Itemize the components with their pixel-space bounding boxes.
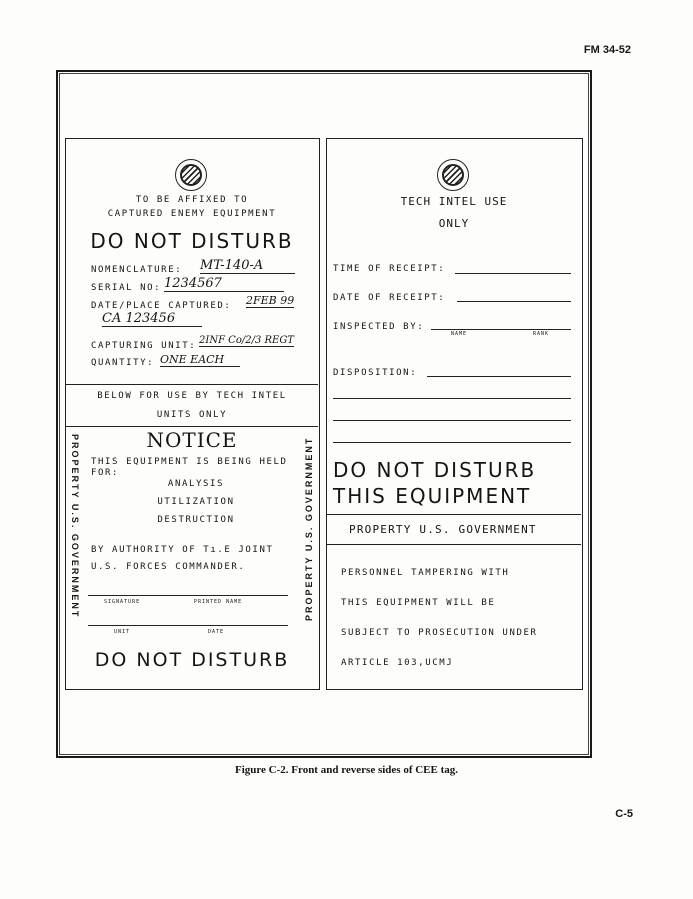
capturing-unit-value: 2INF Co/2/3 REGT xyxy=(199,335,294,346)
tamper-line-2: THIS EQUIPMENT WILL BE xyxy=(341,598,496,608)
rank-label: RANK xyxy=(533,331,550,337)
nomenclature-value: MT-140-A xyxy=(200,258,295,274)
notice-heading: NOTICE xyxy=(146,428,238,452)
dnd-equipment-line-2: THIS EQUIPMENT xyxy=(333,484,532,508)
capturing-unit-label: CAPTURING UNIT: xyxy=(91,341,197,351)
page-number: C-5 xyxy=(615,808,633,820)
place-captured-value: CA 123456 xyxy=(102,311,202,327)
unit-label: UNIT xyxy=(114,629,131,635)
time-of-receipt-label: TIME OF RECEIPT: xyxy=(333,264,446,274)
quantity-value: ONE EACH xyxy=(160,353,240,367)
seal-icon xyxy=(437,159,469,191)
date-place-label: DATE/PLACE CAPTURED: xyxy=(91,301,232,311)
tamper-line-3: SUBJECT TO PROSECUTION UNDER xyxy=(341,628,538,638)
disposition-line-2[interactable] xyxy=(333,398,571,399)
affix-line-2: CAPTURED ENEMY EQUIPMENT xyxy=(107,209,277,219)
disposition-line-1[interactable] xyxy=(427,376,571,377)
inspected-by-label: INSPECTED BY: xyxy=(333,322,425,332)
purpose-analysis: ANALYSIS xyxy=(167,479,225,489)
front-divider-1 xyxy=(66,384,318,385)
date-label: DATE xyxy=(208,629,225,635)
seal-icon xyxy=(175,159,207,191)
date-of-receipt-label: DATE OF RECEIPT: xyxy=(333,293,446,303)
vertical-property-left: PROPERTY U.S. GOVERNMENT xyxy=(70,434,80,619)
inspected-by-line[interactable] xyxy=(431,329,571,330)
nomenclature-label: NOMENCLATURE: xyxy=(91,265,183,275)
reverse-divider-2 xyxy=(327,544,581,545)
figure-caption: Figure C-2. Front and reverse sides of CEE tag. xyxy=(234,764,459,776)
tamper-line-1: PERSONNEL TAMPERING WITH xyxy=(341,568,510,578)
date-captured-value: 2FEB 99 xyxy=(246,294,295,307)
held-line-2: FOR: xyxy=(91,468,120,478)
tech-intel-line-2: ONLY xyxy=(438,217,470,230)
date-of-receipt-line[interactable] xyxy=(457,301,571,302)
disposition-line-3[interactable] xyxy=(333,420,571,421)
held-line-1: THIS EQUIPMENT IS BEING HELD xyxy=(91,457,288,467)
affix-line-1: TO BE AFFIXED TO xyxy=(135,195,249,205)
quantity-label: QUANTITY: xyxy=(91,358,155,368)
dnd-equipment-line-1: DO NOT DISTURB xyxy=(333,458,537,482)
front-divider-2 xyxy=(66,426,318,427)
name-label: NAME xyxy=(451,331,468,337)
reverse-divider-1 xyxy=(327,514,581,515)
purpose-utilization: UTILIZATION xyxy=(157,497,235,507)
authority-line-2: U.S. FORCES COMMANDER. xyxy=(91,562,246,572)
time-of-receipt-line[interactable] xyxy=(455,273,571,274)
do-not-disturb-heading: DO NOT DISTURB xyxy=(90,229,294,253)
vertical-property-right: PROPERTY U.S. GOVERNMENT xyxy=(304,436,314,621)
serial-label: SERIAL NO: xyxy=(91,283,162,293)
property-us-government: PROPERTY U.S. GOVERNMENT xyxy=(349,523,537,536)
printed-name-label: PRINTED NAME xyxy=(194,599,243,605)
tamper-line-4: ARTICLE 103,UCMJ xyxy=(341,658,454,668)
unit-date-line xyxy=(88,625,288,626)
manual-number: FM 34-52 xyxy=(583,44,631,56)
purpose-destruction: DESTRUCTION xyxy=(157,515,235,525)
tag-reverse xyxy=(326,138,583,690)
disposition-line-4[interactable] xyxy=(333,442,571,443)
tech-intel-line-1: TECH INTEL USE xyxy=(400,195,508,208)
tag-front xyxy=(65,138,320,690)
serial-value: 1234567 xyxy=(164,276,284,292)
disposition-label: DISPOSITION: xyxy=(333,368,418,378)
authority-line-1: BY AUTHORITY OF Tı.E JOINT xyxy=(91,545,274,555)
do-not-disturb-bottom: DO NOT DISTURB xyxy=(94,649,290,671)
below-line-2: UNITS ONLY xyxy=(156,410,228,420)
signature-label: SIGNATURE xyxy=(104,599,141,605)
signature-line xyxy=(88,595,288,596)
below-line-1: BELOW FOR USE BY TECH INTEL xyxy=(97,391,287,401)
